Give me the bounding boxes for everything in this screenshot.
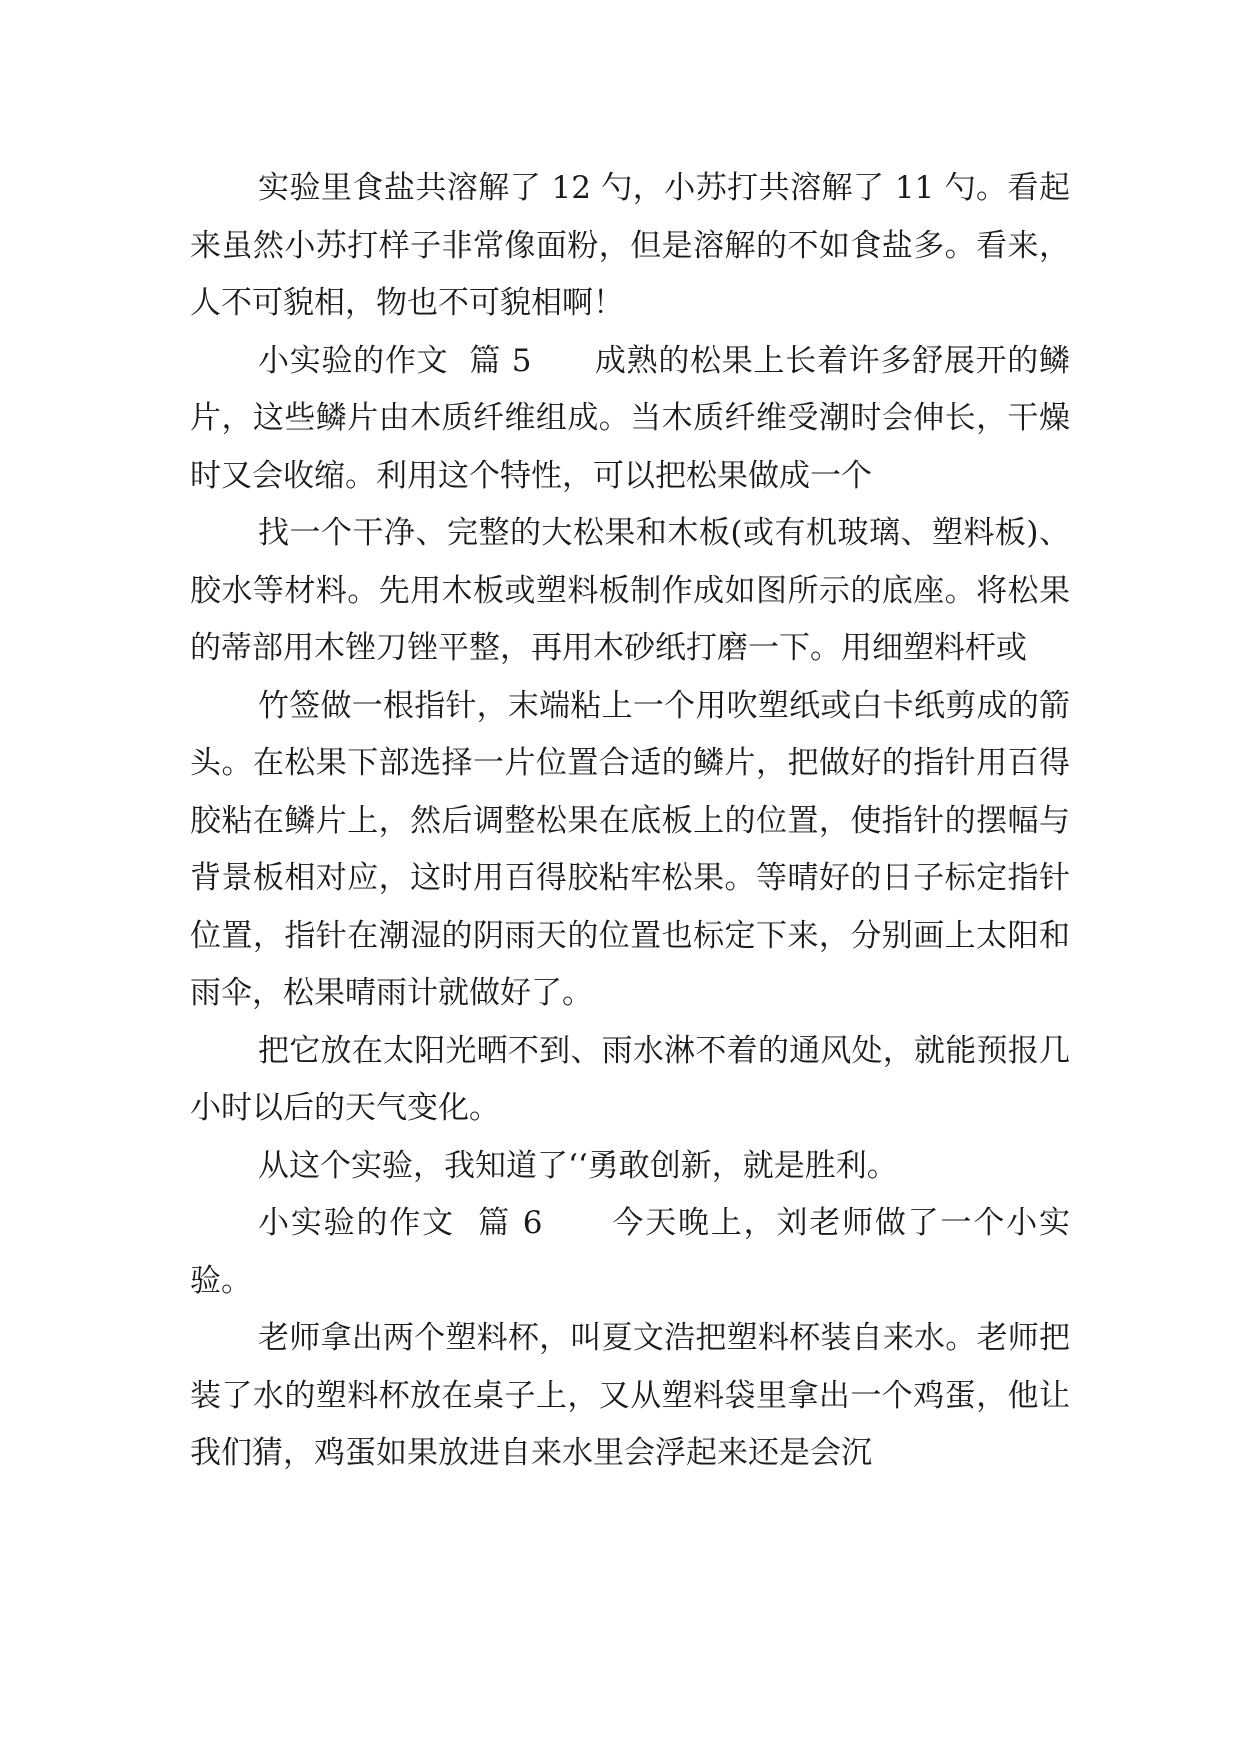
- paragraph-materials: 找一个干净、完整的大松果和木板(或有机玻璃、塑料板)、胶水等材料。先用木板或塑料板制作成如图所示的底座。将松果的蒂部用木锉刀锉平整，再用木砂纸打磨一下。用细塑料杆或: [190, 515, 1070, 666]
- paragraph-lesson: 从这个实验，我知道了‘‘勇敢创新，就是胜利。: [258, 1147, 898, 1184]
- paragraph-egg-experiment: 老师拿出两个塑料杯，叫夏文浩把塑料杯装自来水。老师把装了水的塑料杯放在桌子上，又从塑料袋里拿出一个鸡蛋，他让我们猜，鸡蛋如果放进自来水里会浮起来还是会沉: [190, 1320, 1070, 1471]
- paragraph-placement: 把它放在太阳光晒不到、雨水淋不着的通风处，就能预报几小时以后的天气变化。: [190, 1032, 1070, 1126]
- paragraph-pointer: 竹签做一根指针，末端粘上一个用吹塑纸或白卡纸剪成的箭头。在松果下部选择一片位置合适的鳞片，把做好的指针用百得胶粘在鳞片上，然后调整松果在底板上的位置，使指针的摆幅与背景板相对应，这时用百得胶粘牢松果。等晴好的日子标定指针位置，指针在潮湿的阴雨天的位置也标定下来，分别画上太阳和雨伞，松果晴雨计就做好了。: [190, 687, 1070, 1011]
- body-text: [190, 160, 1070, 1483]
- paragraph-essay-5-intro: 小实验的作文 篇 5 成熟的松果上长着许多舒展开的鳞片，这些鳞片由木质纤维组成。当木质纤维受潮时会伸长，干燥时又会收缩。利用这个特性，可以把松果做成一个: [190, 342, 1070, 494]
- paragraph-essay-6-intro: 小实验的作文 篇 6 今天晚上，刘老师做了一个小实验。: [190, 1205, 1070, 1299]
- paragraph-salt-result: 实验里食盐共溶解了 12 勺，小苏打共溶解了 11 勺。看起来虽然小苏打样子非常像面粉，但是溶解的不如食盐多。看来，人不可貌相，物也不可貌相啊！: [190, 170, 1070, 321]
